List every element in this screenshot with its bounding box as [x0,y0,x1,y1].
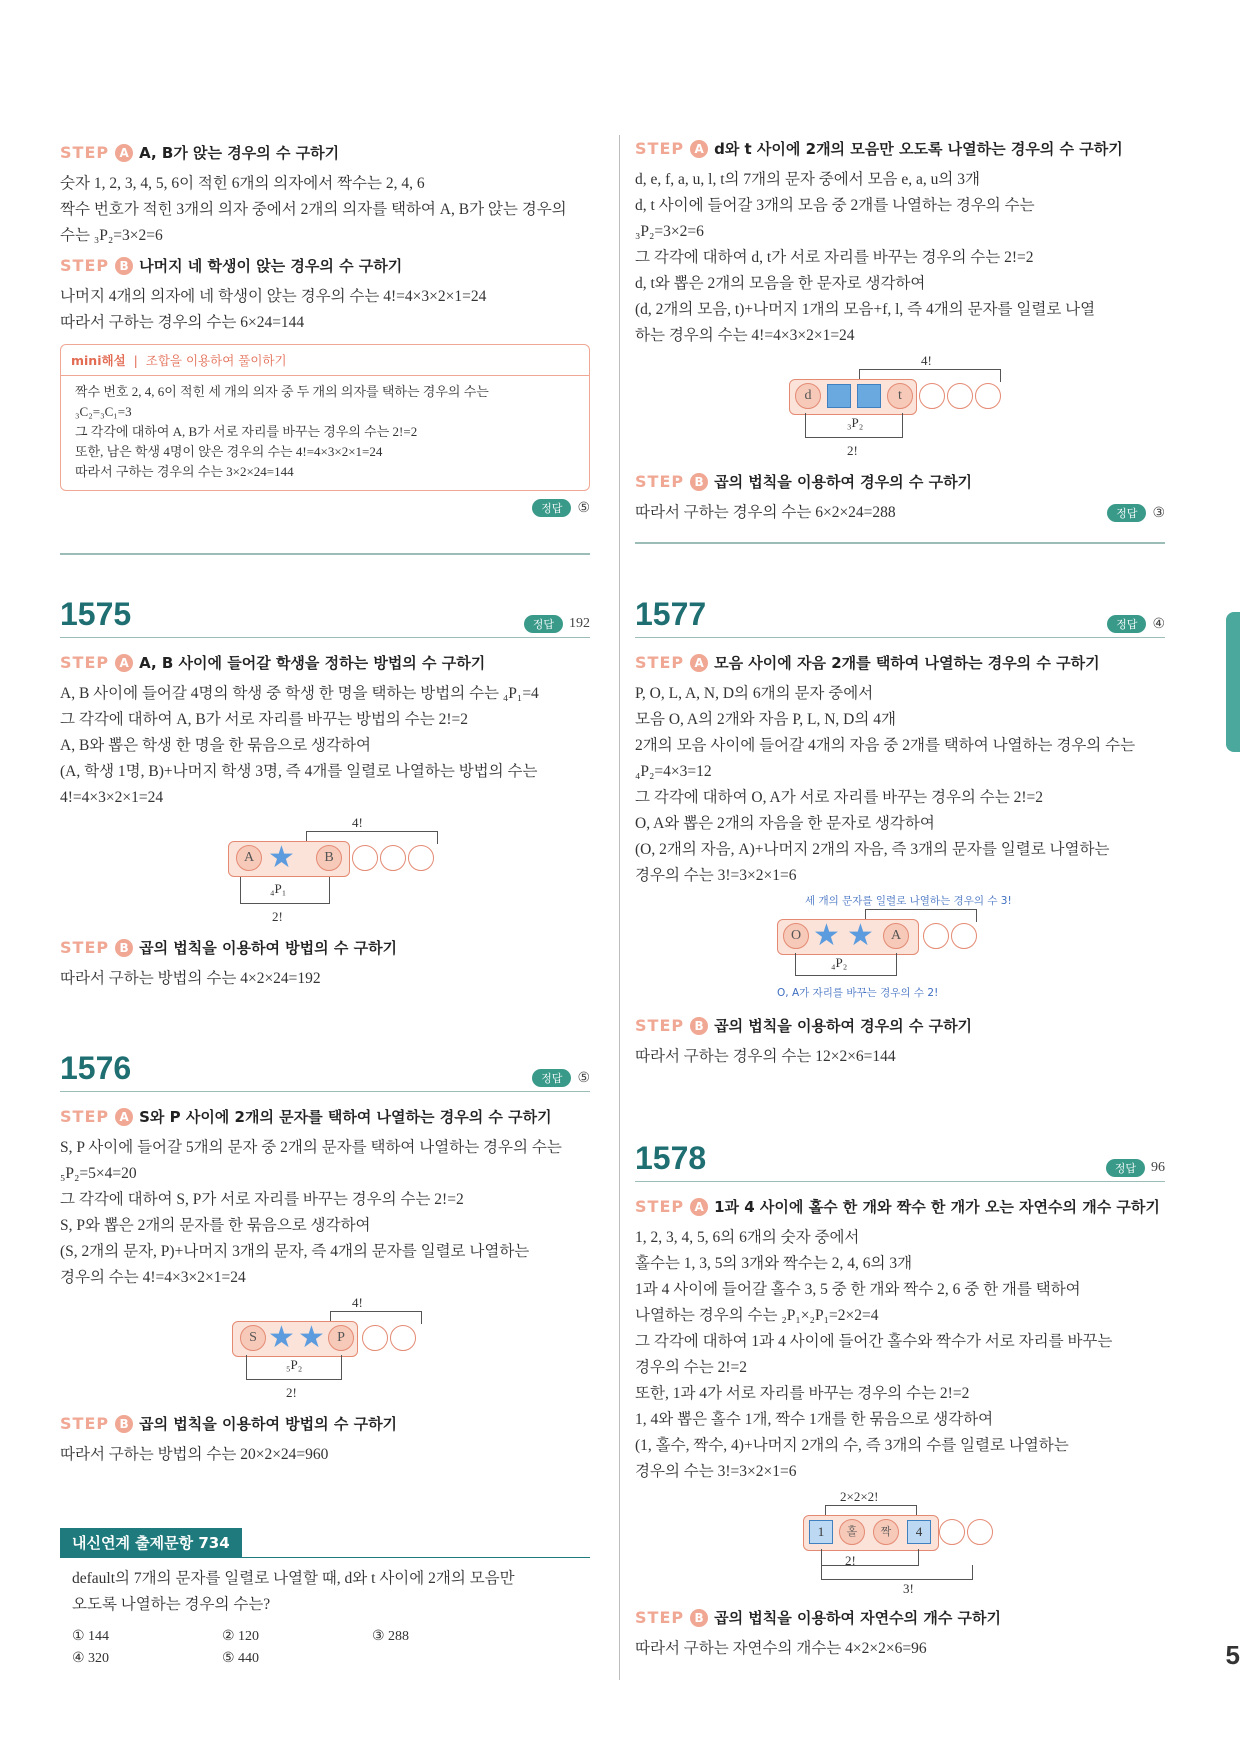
step-b-heading: STEP B 곱의 법칙을 이용하여 방법의 수 구하기 [60,938,398,957]
problem-number: 1578 [635,1140,707,1176]
text-line: d, e, f, a, u, l, t의 7개의 문자 중에서 모음 e, a, u의 3개 [635,171,980,188]
text-line: (S, 2개의 문자, P)+나머지 3개의 문자, 즉 4개의 문자를 일렬로 나열하는 [60,1243,530,1260]
problem-number: 1577 [635,596,707,632]
letter-circle: P [328,1325,354,1351]
text-line: ₄P₂=4×3=12 [635,763,712,780]
choice-1[interactable]: ① 144 [72,1629,110,1644]
text-line: 경우의 수는 2!=2 [635,1359,748,1376]
text-line: S, P 사이에 들어갈 5개의 문자 중 2개의 문자를 택하여 나열하는 경우의 수는 [60,1139,562,1156]
step-b-heading: STEP B 나머지 네 학생이 앉는 경우의 수 구하기 [60,256,403,275]
text-line: S, P와 뽑은 2개의 문자를 한 묶음으로 생각하여 [60,1217,371,1234]
step-a-heading: STEP A S와 P 사이에 2개의 문자를 택하여 나열하는 경우의 수 구하기 [60,1107,552,1126]
mini-line: 짝수 번호 2, 4, 6이 적힌 세 개의 의자 중 두 개의 의자를 택하는 경우의 수는 [75,384,489,399]
choice-3[interactable]: ③ 288 [372,1629,410,1644]
mini-line: 따라서 구하는 경우의 수는 3×2×24=144 [75,464,294,479]
even-circle: 짝 [873,1519,899,1545]
choices [72,1626,590,1670]
chapter-tab [1226,612,1240,752]
text-line: 따라서 구하는 경우의 수는 12×2×6=144 [635,1048,896,1065]
question-line: default의 7개의 문자를 일렬로 나열할 때, d와 t 사이에 2개의 모음만 [72,1570,515,1587]
answer-marker: 정답 192 [524,615,590,633]
answer-marker: 정답 ⑤ [60,499,590,517]
diagram-note: O, A가 자리를 바꾸는 경우의 수 2! [777,987,939,999]
number-square: 1 [809,1520,833,1544]
empty-circle [967,1519,993,1545]
mini-line: 그 각각에 대하여 A, B가 서로 자리를 바꾸는 경우의 수는 2!=2 [75,424,418,439]
diagram-label: 4! [352,815,363,830]
text-line: 수는 ₃P₂=3×2=6 [60,227,163,244]
letter-circle: t [887,383,913,409]
column-divider [619,135,620,1680]
problem-1576 [60,1050,590,1468]
mini-explanation-header: mini해설 | 조합을 이용하여 풀이하기 [61,345,589,376]
text-line: 경우의 수는 4!=4×3×2×1=24 [60,1269,246,1286]
arrangement-diagram [635,893,1165,1009]
text-line: 2개의 모음 사이에 들어갈 4개의 자음 중 2개를 택하여 나열하는 경우의 수는 [635,737,1136,754]
arrangement-diagram [60,1295,590,1407]
diagram-label: 2! [272,909,283,924]
text-line: 홀수는 1, 3, 5의 3개와 짝수는 2, 4, 6의 3개 [635,1255,913,1272]
star-icon: ★ [298,1321,325,1354]
text-line: O, A와 뽑은 2개의 자음을 한 문자로 생각하여 [635,815,935,832]
diagram-label: 2! [847,443,858,458]
number-square: 4 [907,1520,931,1544]
empty-circle [919,383,945,409]
step-b-heading: STEP B 곱의 법칙을 이용하여 경우의 수 구하기 [635,1016,973,1035]
empty-circle [951,923,977,949]
diagram-label: 4! [921,353,932,368]
choice-2[interactable]: ② 120 [222,1629,260,1644]
diagram-label: ₄P₁ [270,881,287,896]
text-line: 나머지 4개의 의자에 네 학생이 앉는 경우의 수는 4!=4×3×2×1=24 [60,288,487,305]
diagram-label: 4! [352,1295,363,1310]
letter-circle: d [795,383,821,409]
vowel-square [857,384,881,408]
text-line: 따라서 구하는 방법의 수는 4×2×24=192 [60,970,321,987]
text-line: 그 각각에 대하여 O, A가 서로 자리를 바꾸는 경우의 수는 2!=2 [635,789,1043,806]
choice-4[interactable]: ④ 320 [72,1651,110,1666]
text-line: 나열하는 경우의 수는 ₂P₁×₂P₁=2×2=4 [635,1307,879,1324]
text-line: 그 각각에 대하여 S, P가 서로 자리를 바꾸는 경우의 수는 2!=2 [60,1191,464,1208]
text-line: (A, 학생 1명, B)+나머지 학생 3명, 즉 4개를 일렬로 나열하는 방법의 수는 [60,763,538,780]
section-divider [60,553,590,555]
letter-circle: B [316,845,342,871]
left-solution-continued [60,142,590,517]
answer-marker: 정답 96 [1106,1159,1165,1177]
diagram-label: ₄P₂ [831,955,848,970]
step-a-heading: STEP A 1과 4 사이에 홀수 한 개와 짝수 한 개가 오는 자연수의 개수 구하기 [635,1197,1160,1216]
right-solution-continued [635,138,1165,526]
step-b-heading: STEP B 곱의 법칙을 이용하여 방법의 수 구하기 [60,1414,398,1433]
diagram-note: 세 개의 문자를 일렬로 나열하는 경우의 수 3! [805,895,1012,907]
problem-1575 [60,596,590,992]
section-divider [635,542,1165,544]
arrangement-diagram [635,1489,1165,1601]
text-line: 경우의 수는 3!=3×2×1=6 [635,1463,797,1480]
text-line: 짝수 번호가 적힌 3개의 의자 중에서 2개의 의자를 택하여 A, B가 앉는 경우의 [60,201,567,218]
connected-problem [60,1528,590,1670]
letter-circle: A [236,845,262,871]
text-line: 경우의 수는 3!=3×2×1=6 [635,867,797,884]
text-line: A, B 사이에 들어갈 4명의 학생 중 학생 한 명을 택하는 방법의 수는 ₄P₁=4 [60,685,539,702]
empty-circle [975,383,1001,409]
text-line: 그 각각에 대하여 1과 4 사이에 들어간 홀수와 짝수가 서로 자리를 바꾸는 [635,1333,1113,1350]
step-a-heading: STEP A 모음 사이에 자음 2개를 택하여 나열하는 경우의 수 구하기 [635,653,1100,672]
text-line: 하는 경우의 수는 4!=4×3×2×1=24 [635,327,855,344]
text-line: 따라서 구하는 방법의 수는 20×2×24=960 [60,1446,329,1463]
text-line: d, t 사이에 들어갈 3개의 모음 중 2개를 나열하는 경우의 수는 [635,197,1035,214]
text-line: A, B와 뽑은 학생 한 명을 한 묶음으로 생각하여 [60,737,371,754]
step-b-heading: STEP B 곱의 법칙을 이용하여 경우의 수 구하기 [635,472,973,491]
text-line: 따라서 구하는 자연수의 개수는 4×2×2×6=96 [635,1640,927,1657]
empty-circle [380,845,406,871]
text-line: 그 각각에 대하여 d, t가 서로 자리를 바꾸는 경우의 수는 2!=2 [635,249,1034,266]
empty-circle [390,1325,416,1351]
answer-marker: 정답 ③ [1107,504,1165,522]
empty-circle [923,923,949,949]
step-a-heading: STEP A A, B 사이에 들어갈 학생을 정하는 방법의 수 구하기 [60,653,486,672]
diagram-label: 3! [903,1581,914,1596]
text-line: ₅P₂=5×4=20 [60,1165,137,1182]
star-icon: ★ [268,841,295,874]
letter-circle: O [783,923,809,949]
text-line: 모음 O, A의 2개와 자음 P, L, N, D의 4개 [635,711,896,728]
text-line: (O, 2개의 자음, A)+나머지 2개의 자음, 즉 3개의 문자를 일렬로 나열하는 [635,841,1110,858]
step-a-heading: STEP A d와 t 사이에 2개의 모음만 오도록 나열하는 경우의 수 구하기 [635,139,1123,158]
empty-circle [362,1325,388,1351]
diagram-label: 2! [286,1385,297,1400]
mini-line: 또한, 남은 학생 4명이 앉은 경우의 수는 4!=4×3×2×1=24 [75,444,383,459]
text-line: 숫자 1, 2, 3, 4, 5, 6이 적힌 6개의 의자에서 짝수는 2, 4, 6 [60,175,425,192]
star-icon: ★ [268,1321,295,1354]
text-line: P, O, L, A, N, D의 6개의 문자 중에서 [635,685,874,702]
text-line: 1, 4와 뽑은 홀수 1개, 짝수 1개를 한 묶음으로 생각하여 [635,1411,994,1428]
answer-marker: 정답 ④ [1107,615,1165,633]
vowel-square [827,384,851,408]
diagram-label: ₅P₂ [286,1357,303,1372]
diagram-label: ₃P₂ [847,415,864,430]
odd-circle: 홀 [839,1519,865,1545]
choice-5[interactable]: ⑤ 440 [222,1651,260,1666]
problem-1578 [635,1140,1165,1662]
star-icon: ★ [847,919,874,952]
empty-circle [939,1519,965,1545]
text-line: 또한, 1과 4가 서로 자리를 바꾸는 경우의 수는 2!=2 [635,1385,970,1402]
text-line: 1과 4 사이에 들어갈 홀수 3, 5 중 한 개와 짝수 2, 6 중 한 개를 택하여 [635,1281,1081,1298]
problem-1577 [635,596,1165,1070]
mini-explanation-box [60,344,590,491]
step-a-heading: STEP A A, B가 앉는 경우의 수 구하기 [60,143,340,162]
connected-problem-title: 내신연계 출제문항 734 [60,1528,242,1557]
diagram-label: 2! [845,1553,856,1568]
empty-circle [947,383,973,409]
text-line: 따라서 구하는 경우의 수는 6×24=144 [60,314,305,331]
text-line: 4!=4×3×2×1=24 [60,789,164,806]
text-line: 1, 2, 3, 4, 5, 6의 6개의 숫자 중에서 [635,1229,860,1246]
text-line: (d, 2개의 모음, t)+나머지 1개의 모음+f, l, 즉 4개의 문자를 일렬로 나열 [635,301,1096,318]
text-line: 따라서 구하는 경우의 수는 6×2×24=288 [635,504,896,521]
step-b-heading: STEP B 곱의 법칙을 이용하여 자연수의 개수 구하기 [635,1608,1002,1627]
text-line: (1, 홀수, 짝수, 4)+나머지 2개의 수, 즉 3개의 수를 일렬로 나열하는 [635,1437,1069,1454]
letter-circle: S [240,1325,266,1351]
text-line: ₃P₂=3×2=6 [635,223,704,240]
arrangement-diagram [60,815,590,931]
text-line: d, t와 뽑은 2개의 모음을 한 문자로 생각하여 [635,275,926,292]
mini-line: ₃C₂=₃C₁=3 [75,404,132,419]
empty-circle [352,845,378,871]
page-number: 5 [1225,1640,1240,1670]
diagram-label: 2×2×2! [840,1489,879,1504]
answer-marker: 정답 ⑤ [532,1069,590,1087]
letter-circle: A [883,923,909,949]
problem-number: 1575 [60,596,132,632]
arrangement-diagram [635,353,1165,465]
question-line: 오도록 나열하는 경우의 수는? [72,1596,271,1613]
text-line: 그 각각에 대하여 A, B가 서로 자리를 바꾸는 방법의 수는 2!=2 [60,711,468,728]
problem-number: 1576 [60,1050,132,1086]
empty-circle [408,845,434,871]
star-icon: ★ [813,919,840,952]
